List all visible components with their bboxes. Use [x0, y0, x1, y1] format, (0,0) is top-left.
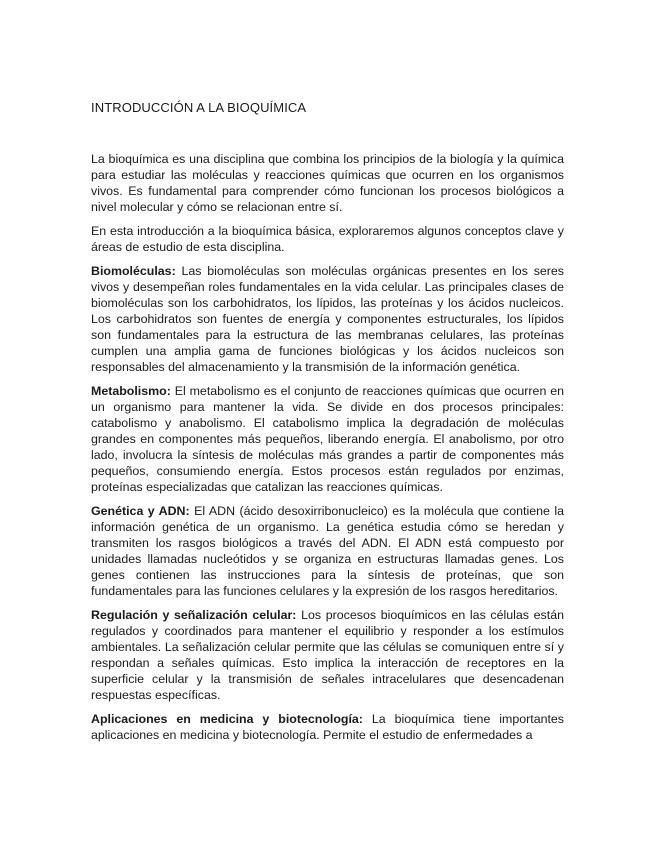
- paragraph-text: En esta introducción a la bioquímica básica, exploraremos algunos conceptos clave y áreas de estudio de esta disciplina.: [91, 224, 564, 254]
- paragraph-overview: [91, 223, 564, 255]
- paragraph-genetica: [91, 503, 564, 599]
- document-title: INTRODUCCIÓN A LA BIOQUÍMICA: [91, 100, 307, 115]
- paragraph-text: La bioquímica tiene importantes aplicaciones en medicina y biotecnología. Permite el estudio de enfermedades a: [91, 712, 565, 742]
- paragraph-text: La bioquímica es una disciplina que combina los principios de la biología y la química para estudiar las moléculas y reacciones químicas que ocurren en los organismos vivos. Es fundamental para comprender cómo funcionan los procesos biológicos a nivel molecular y cómo se relacionan entre sí.: [91, 152, 564, 214]
- paragraph-biomoleculas: [91, 263, 564, 375]
- paragraph-text: Las biomoléculas son moléculas orgánicas presentes en los seres vivos y desempeñan roles fundamentales en la vida celular. Las principales clases de biomoléculas son los carbohidratos, los lípidos, las proteínas y los ácidos nucleicos. Los carbohidratos son fuentes de energía y componentes estructurales, los lípidos son fundamentales para la estructura de las membranas celulares, las proteínas cumplen una amplia gama de funciones biológicas y los ácidos nucleicos son responsables del almacenamiento y la transmisión de la información genética.: [91, 264, 564, 374]
- paragraph-lead: Aplicaciones en medicina y biotecnología:: [91, 712, 363, 726]
- paragraph-intro: [91, 151, 564, 215]
- paragraph-text: El ADN (ácido desoxirribonucleico) es la molécula que contiene la información genética de un organismo. La genética estudia cómo se heredan y transmiten los rasgos biológicos a través del ADN. El ADN está compuesto por unidades llamadas nucleótidos y se organiza en estructuras llamadas genes. Los genes contienen las instrucciones para la síntesis de proteínas, que son fundamentales para las funciones celulares y la expresión de los rasgos hereditarios.: [91, 504, 564, 598]
- paragraph-lead: Regulación y señalización celular:: [91, 608, 297, 622]
- document-body: [91, 151, 564, 751]
- paragraph-lead: Metabolismo:: [91, 384, 171, 398]
- paragraph-aplicaciones: [91, 711, 564, 743]
- paragraph-text: Los procesos bioquímicos en las células están regulados y coordinados para mantener el equilibrio y responder a los estímulos ambientales. La señalización celular permite que las células se comuniquen entre sí y respondan a señales químicas. Esto implica la interacción de receptores en la superficie celular y la transmisión de señales intracelulares que desencadenan respuestas específicas.: [91, 608, 564, 702]
- paragraph-text: El metabolismo es el conjunto de reacciones químicas que ocurren en un organismo para mantener la vida. Se divide en dos procesos principales: catabolismo y anabolismo. El catabolismo implica la degradación de moléculas grandes en componentes más pequeños, liberando energía. El anabolismo, por otro lado, involucra la síntesis de moléculas más grandes a partir de componentes más pequeños, consumiendo energía. Estos procesos están regulados por enzimas, proteínas especializadas que catalizan las reacciones químicas.: [91, 384, 564, 494]
- paragraph-regulacion: [91, 607, 564, 703]
- paragraph-lead: Biomoléculas:: [91, 264, 176, 278]
- paragraph-lead: Genética y ADN:: [91, 504, 190, 518]
- paragraph-metabolismo: [91, 383, 564, 495]
